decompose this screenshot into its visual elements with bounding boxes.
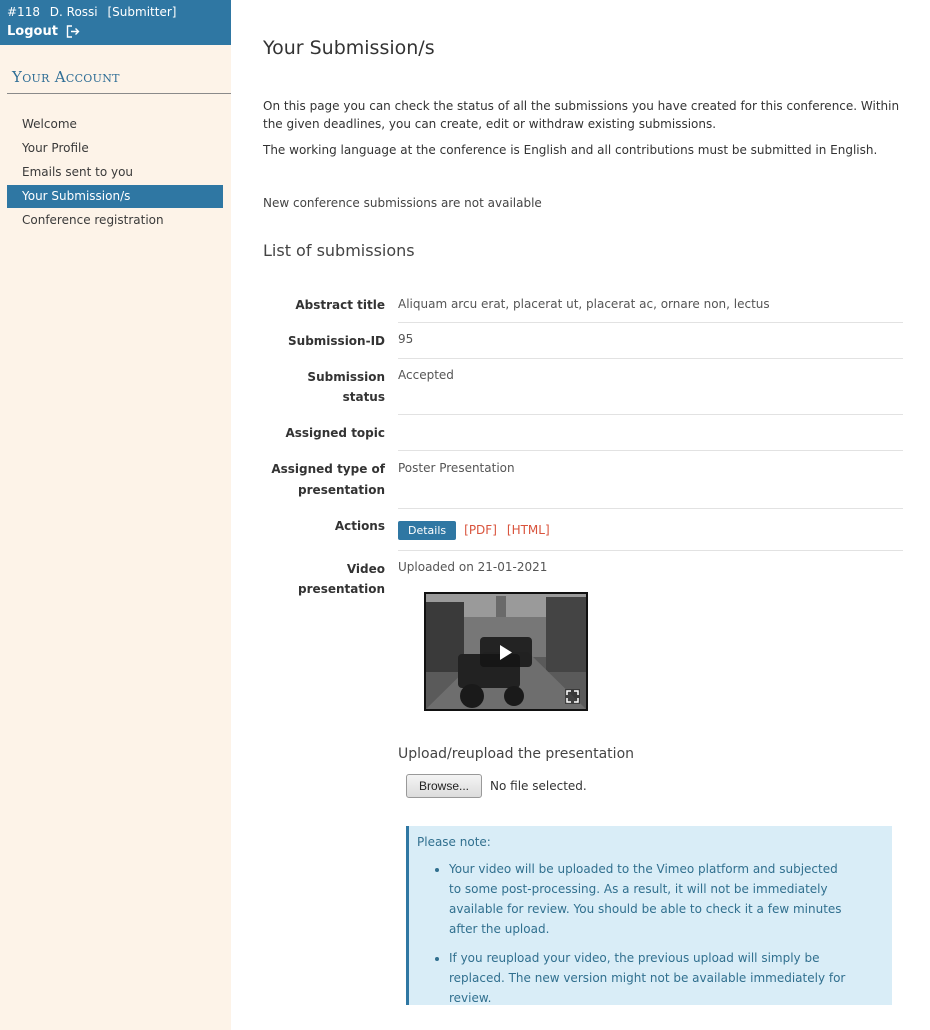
row-status (263, 359, 903, 415)
logout-link[interactable] (7, 24, 80, 39)
abstract-title-label: Abstract title (295, 298, 385, 312)
language-paragraph: The working language at the conference is English and all contributions must be submitted in English. (263, 143, 878, 157)
browse-button[interactable]: Browse... (406, 774, 482, 798)
submissions-notice: New conference submissions are not available (263, 196, 542, 210)
row-abstract-title (263, 287, 903, 323)
user-role: [Submitter] (107, 5, 177, 19)
html-link[interactable]: [HTML] (506, 523, 550, 537)
status-value: Accepted (398, 359, 903, 415)
upload-title: Upload/reupload the presentation (398, 746, 635, 762)
topic-label: Assigned topic (285, 426, 385, 440)
submission-details (263, 287, 903, 711)
upload-note (406, 826, 892, 1005)
play-icon (499, 645, 513, 660)
note-item: • Your video will be uploaded to the Vimeo platform and subjected to some post-processing. As a result, it will not be immediately available for review. You should be able to check it a few minutes after the upload. (449, 859, 849, 939)
video-label: Video presentation (298, 562, 385, 596)
sidebar-item-emails[interactable]: Emails sent to you (22, 165, 134, 179)
submission-id-value: 95 (398, 323, 903, 359)
sidebar-item-submissions[interactable]: Your Submission/s (7, 185, 223, 208)
sidebar (0, 0, 231, 1030)
logout-label: Logout (7, 24, 58, 39)
sidebar-item-welcome[interactable]: Welcome (22, 117, 77, 131)
user-bar (0, 0, 231, 45)
user-info (7, 5, 182, 19)
topic-value (398, 415, 903, 451)
page-title: Your Submission/s (263, 37, 435, 59)
abstract-title-value: Aliquam arcu erat, placerat ut, placerat ac, ornare non, lectus (398, 287, 903, 323)
logout-icon (66, 25, 80, 38)
note-item: • If you reupload your video, the previous upload will simply be replaced. The new version might not be available immediately for review. (449, 948, 849, 1008)
list-title: List of submissions (263, 241, 415, 260)
note-title: Please note: (417, 835, 491, 849)
pdf-link[interactable]: [PDF] (464, 523, 497, 537)
file-input (406, 774, 587, 798)
video-status: Uploaded on 21-01-2021 (398, 560, 548, 574)
sidebar-nav (7, 113, 223, 233)
fullscreen-icon[interactable] (565, 689, 580, 704)
row-topic (263, 415, 903, 451)
sidebar-item-profile[interactable]: Your Profile (22, 141, 89, 155)
row-submission-id (263, 323, 903, 359)
row-type (263, 451, 903, 509)
type-value: Poster Presentation (398, 451, 903, 509)
sidebar-item-registration[interactable]: Conference registration (22, 213, 164, 227)
account-divider (7, 93, 231, 94)
intro-text (263, 97, 908, 167)
video-player[interactable] (424, 592, 588, 711)
details-button[interactable]: Details (398, 521, 456, 540)
actions-value (398, 509, 903, 551)
play-button[interactable] (480, 637, 532, 667)
account-title: Your Account (12, 68, 120, 86)
video-value (398, 551, 903, 711)
note-list (417, 859, 892, 1008)
actions-label: Actions (334, 519, 385, 533)
intro-paragraph: On this page you can check the status of all the submissions you have created for this conference. Within the given deadlines, you can create, edit or withdraw existing submissions. (263, 99, 900, 131)
user-id: #118 (7, 5, 40, 19)
submission-id-label: Submission-ID (288, 334, 385, 348)
status-label: Submission status (307, 370, 385, 404)
file-status: No file selected. (490, 779, 587, 793)
type-label: Assigned type of presentation (271, 462, 385, 497)
user-name: D. Rossi (49, 5, 98, 19)
row-actions (263, 509, 903, 551)
row-video (263, 551, 903, 711)
